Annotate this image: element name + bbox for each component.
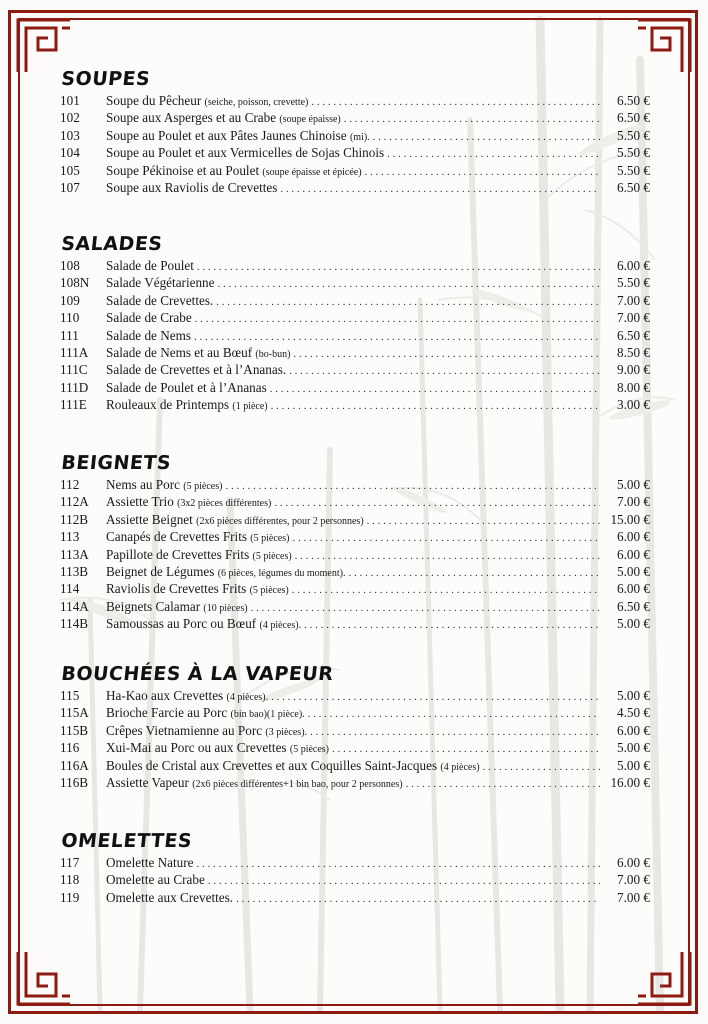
item-name-wrap: [106, 871, 205, 888]
menu-item: [60, 722, 650, 739]
dot-leader: [292, 530, 600, 547]
menu-item: [60, 546, 650, 563]
dot-leader: [406, 776, 600, 793]
item-number: 116B: [60, 774, 89, 790]
item-price: 5.00 €: [617, 688, 650, 703]
item-price: 3.00 €: [617, 397, 650, 413]
item-name: Salade de Crevettes et à l’Ananas.: [106, 362, 287, 378]
section-title: SOUPES: [60, 68, 152, 90]
item-price: 6.00 €: [617, 581, 650, 597]
dot-leader: [216, 294, 600, 311]
menu-item: [60, 871, 650, 888]
item-price: 8.00 €: [617, 379, 650, 395]
item-name: Papillote de Crevettes Frits: [106, 546, 250, 562]
dot-leader: [308, 706, 600, 723]
item-price: 7.00 €: [617, 872, 650, 888]
menu-item: [60, 379, 650, 396]
item-name: Omelette Nature: [106, 855, 194, 870]
item-name: Crêpes Vietnamienne au Porc: [106, 722, 263, 738]
item-price: 5.00 €: [617, 616, 650, 632]
menu-section: [60, 661, 650, 791]
item-detail: (bin bao)(1 pièce).: [230, 709, 305, 721]
item-name: Soupe au Poulet et aux Vermicelles de Sojas Chinois: [106, 145, 385, 161]
item-name-wrap: [106, 361, 286, 378]
item-name: Salade de Poulet et à l’Ananas: [106, 379, 267, 395]
item-name-wrap: [106, 615, 301, 634]
item-price: 9.00 €: [617, 362, 650, 378]
corner-ornament-bottom-right: [632, 946, 698, 1012]
item-detail: (5 pièces): [252, 550, 292, 562]
corner-ornament-bottom-left: [10, 946, 76, 1012]
menu-section: [60, 450, 650, 633]
item-number: 118: [60, 872, 80, 888]
item-number: 107: [60, 179, 80, 195]
menu-item: [60, 687, 650, 704]
item-number: 117: [60, 855, 80, 870]
dot-leader: [367, 513, 600, 530]
item-name: Soupe du Pêcheur: [106, 93, 202, 108]
dot-leader: [293, 346, 600, 363]
item-name: Salade de Nems et au Bœuf: [106, 344, 253, 360]
dot-leader: [218, 276, 600, 293]
item-number: 115: [60, 688, 80, 703]
item-detail: (4 pièces).: [259, 620, 302, 632]
item-price: 6.00 €: [617, 258, 650, 273]
dot-leader: [311, 94, 600, 111]
item-detail: (5 pièces): [183, 481, 223, 492]
dot-leader: [310, 724, 600, 741]
item-price: 6.50 €: [617, 93, 650, 108]
item-name-wrap: [106, 379, 267, 396]
item-number: 111: [60, 327, 79, 343]
item-price: 5.00 €: [617, 740, 650, 756]
menu-item: [60, 144, 650, 161]
item-number: 104: [60, 145, 80, 161]
item-price: 8.50 €: [617, 344, 650, 360]
menu-item: [60, 704, 650, 721]
item-number: 112B: [60, 511, 89, 527]
dot-leader: [483, 759, 600, 776]
item-detail: (5 pièces): [289, 744, 330, 756]
dot-leader: [197, 856, 600, 873]
item-name: Salade de Crabe: [106, 310, 192, 326]
item-price: 6.50 €: [617, 179, 650, 195]
item-name: Omelette au Crabe: [106, 872, 205, 888]
item-name: Rouleaux de Printemps: [106, 397, 230, 413]
section-title: BOUCHÉES À LA VAPEUR: [60, 663, 335, 685]
dot-leader: [373, 129, 600, 146]
menu-item: [60, 528, 650, 545]
item-number: 101: [60, 93, 80, 108]
item-name-wrap: [106, 774, 403, 793]
item-name: Soupe Pékinoise et au Poulet: [106, 162, 260, 178]
item-name: Boules de Cristal aux Crevettes et aux Coquilles Saint-Jacques: [106, 757, 438, 773]
item-name-wrap: [106, 179, 277, 196]
item-price: 6.50 €: [617, 110, 650, 126]
item-price: 6.00 €: [617, 546, 650, 562]
item-number: 109: [60, 292, 80, 308]
item-name-wrap: [106, 327, 191, 344]
dot-leader: [292, 582, 600, 599]
dot-leader: [304, 617, 600, 634]
dot-leader: [225, 478, 600, 495]
item-price: 5.50 €: [617, 145, 650, 161]
item-price: 5.00 €: [617, 757, 650, 773]
item-name: Assiette Vapeur: [106, 774, 189, 790]
dot-leader: [344, 111, 600, 128]
item-name: Soupe aux Raviolis de Crevettes: [106, 179, 278, 195]
menu-section: [60, 231, 650, 414]
item-detail: (6 pièces, légumes du moment).: [217, 567, 346, 579]
dot-leader: [251, 600, 600, 617]
item-number: 115A: [60, 705, 89, 721]
item-name-wrap: [106, 257, 194, 274]
item-detail: (2x6 pièces différentes+1 bin bao, pour 2 personnes): [192, 778, 403, 790]
item-number: 114: [60, 581, 80, 597]
item-name: Beignets Calamar: [106, 598, 201, 614]
item-detail: (soupe épaisse et épicée): [262, 166, 362, 178]
section-title: BEIGNETS: [60, 452, 173, 474]
item-number: 111A: [60, 344, 89, 360]
menu-item: [60, 109, 650, 126]
dot-leader: [365, 164, 600, 181]
dot-leader: [348, 565, 600, 582]
item-detail: (bo-bun): [255, 348, 291, 360]
section-title: OMELETTES: [60, 830, 194, 852]
menu-item: [60, 774, 650, 791]
menu-item: [60, 127, 650, 144]
item-name: Assiette Beignet: [106, 511, 193, 527]
menu-item: [60, 563, 650, 580]
menu-item: [60, 889, 650, 906]
menu-item: [60, 511, 650, 528]
item-detail: (seiche, poisson, crevette): [204, 97, 309, 108]
menu-item: [60, 274, 650, 291]
item-detail: (4 pièces): [440, 761, 480, 773]
dot-leader: [289, 363, 600, 380]
menu-item: [60, 309, 650, 326]
item-number: 116: [60, 740, 80, 756]
item-number: 108N: [60, 275, 90, 291]
item-name: Omelette aux Crevettes.: [106, 889, 234, 905]
item-price: 7.00 €: [617, 494, 650, 510]
dot-leader: [271, 398, 600, 415]
dot-leader: [271, 689, 600, 706]
item-price: 6.50 €: [617, 598, 650, 614]
item-detail: (10 pièces): [203, 602, 248, 614]
item-number: 114A: [60, 598, 89, 614]
menu-item: [60, 854, 650, 871]
item-name: Salade Végétarienne: [106, 275, 215, 291]
item-number: 112A: [60, 494, 89, 510]
dot-leader: [280, 181, 600, 198]
item-name: Canapés de Crevettes Frits: [106, 529, 247, 545]
menu-item: [60, 179, 650, 196]
dot-leader: [236, 891, 600, 908]
menu-item: [60, 580, 650, 597]
item-price: 6.00 €: [617, 722, 650, 738]
menu-item: [60, 257, 650, 274]
item-number: 110: [60, 310, 80, 326]
section-title: SALADES: [60, 233, 164, 255]
menu-item: [60, 757, 650, 774]
item-name: Salade de Poulet: [106, 258, 194, 273]
item-name-wrap: [106, 309, 192, 326]
item-price: 6.50 €: [617, 327, 650, 343]
item-name: Soupe au Poulet et aux Pâtes Jaunes Chinoise: [106, 127, 347, 143]
item-detail: (2x6 pièces différentes, pour 2 personnes): [196, 515, 364, 527]
menu-item: [60, 327, 650, 344]
item-detail: (5 pièces): [250, 533, 290, 545]
item-number: 116A: [60, 757, 89, 773]
menu-item: [60, 344, 650, 361]
item-price: 7.00 €: [617, 889, 650, 905]
item-name: Salade de Nems: [106, 327, 191, 343]
item-price: 5.00 €: [617, 563, 650, 579]
menu-item: [60, 476, 650, 493]
item-number: 113B: [60, 563, 89, 579]
item-number: 113A: [60, 546, 89, 562]
item-price: 7.00 €: [617, 310, 650, 326]
menu-section: [60, 828, 650, 906]
item-number: 119: [60, 889, 80, 905]
item-name-wrap: [106, 144, 384, 161]
item-price: 16.00 €: [610, 774, 650, 790]
item-name-wrap: [106, 396, 268, 415]
menu-item: [60, 615, 650, 632]
item-name-wrap: [106, 889, 233, 906]
item-price: 7.00 €: [617, 292, 650, 308]
menu-item: [60, 739, 650, 756]
menu-section: [60, 66, 650, 196]
item-price: 5.50 €: [617, 127, 650, 143]
item-number: 102: [60, 110, 80, 126]
item-name: Beignet de Légumes: [106, 563, 215, 579]
item-name-wrap: [106, 854, 194, 871]
item-detail: (3 pièces).: [265, 726, 308, 738]
item-name: Xui-Mai au Porc ou aux Crevettes: [106, 740, 287, 756]
item-detail: (1 pièce): [232, 401, 268, 413]
item-name-wrap: [106, 292, 213, 309]
item-name: Soupe aux Asperges et au Crabe: [106, 110, 277, 126]
item-number: 112: [60, 477, 80, 492]
item-number: 105: [60, 162, 80, 178]
dot-leader: [195, 311, 600, 328]
menu-item: [60, 598, 650, 615]
dot-leader: [197, 259, 600, 276]
item-price: 15.00 €: [610, 511, 650, 527]
item-detail: (5 pièces): [249, 585, 289, 597]
item-name: Raviolis de Crevettes Frits: [106, 581, 247, 597]
item-name: Salade de Crevettes.: [106, 292, 214, 308]
item-price: 4.50 €: [617, 705, 650, 721]
item-name: Nems au Porc: [106, 477, 180, 492]
dot-leader: [270, 381, 600, 398]
item-detail: (mi).: [349, 131, 370, 143]
item-number: 108: [60, 258, 80, 273]
item-number: 113: [60, 529, 80, 545]
item-name: Ha-Kao aux Crevettes: [106, 688, 224, 703]
menu-item: [60, 162, 650, 179]
menu-item: [60, 396, 650, 413]
item-number: 111E: [60, 397, 87, 413]
item-number: 114B: [60, 616, 89, 632]
item-price: 6.00 €: [617, 855, 650, 870]
item-detail: (3x2 pièces différentes): [177, 498, 272, 510]
item-number: 111C: [60, 362, 88, 378]
menu-item: [60, 493, 650, 510]
item-price: 5.50 €: [617, 275, 650, 291]
menu-item: [60, 361, 650, 378]
item-name-wrap: [106, 274, 215, 291]
item-detail: (4 pièces).: [226, 692, 269, 703]
item-number: 103: [60, 127, 80, 143]
item-number: 111D: [60, 379, 89, 395]
menu-item: [60, 92, 650, 109]
dot-leader: [387, 146, 600, 163]
item-name: Brioche Farcie au Porc: [106, 705, 228, 721]
item-name: Samoussas au Porc ou Bœuf: [106, 616, 257, 632]
item-number: 115B: [60, 722, 89, 738]
item-detail: (soupe épaisse): [279, 114, 341, 126]
dot-leader: [208, 873, 600, 890]
item-price: 5.50 €: [617, 162, 650, 178]
menu-item: [60, 292, 650, 309]
item-name: Assiette Trio: [106, 494, 174, 510]
item-price: 5.00 €: [617, 477, 650, 492]
item-price: 6.00 €: [617, 529, 650, 545]
